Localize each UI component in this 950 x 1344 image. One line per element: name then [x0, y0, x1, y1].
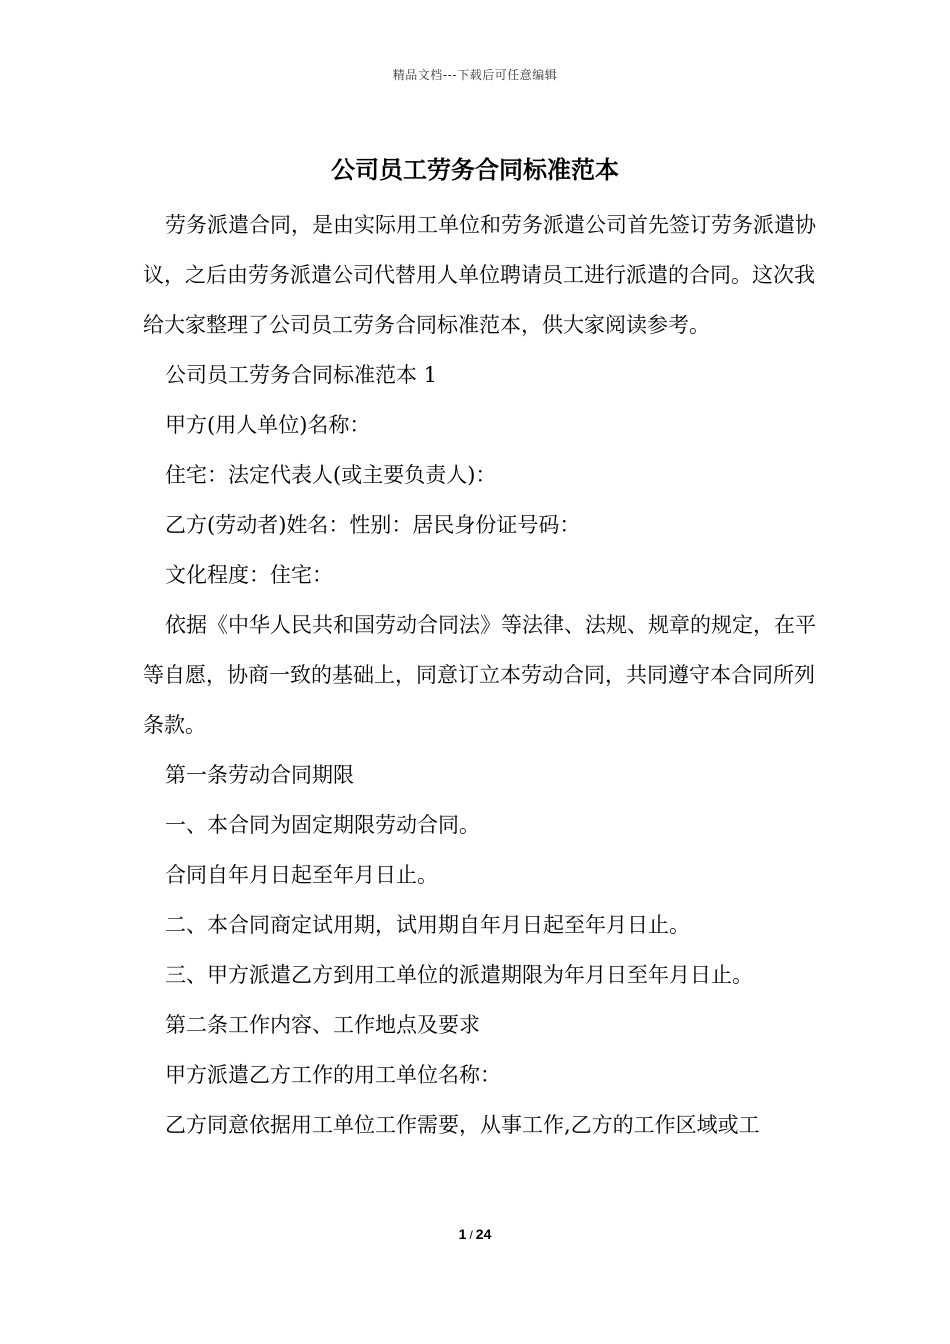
total-pages: 24 — [475, 1226, 492, 1242]
paragraph: 依据《中华人民共和国劳动合同法》等法律、法规、规章的规定，在平等自愿，协商一致的基础上，同意订立本劳动合同，共同遵守本合同所列条款。 — [143, 613, 816, 737]
paragraph: 劳务派遣合同，是由实际用工单位和劳务派遣公司首先签订劳务派遣协议，之后由劳务派遣公司代替用人单位聘请员工进行派遣的合同。这次我给大家整理了公司员工劳务合同标准范本，供大家阅读参考。 — [143, 213, 816, 337]
paragraph: 甲方(用人单位)名称： — [165, 413, 371, 437]
page-number — [0, 1226, 950, 1242]
paragraph: 三、甲方派遣乙方到用工单位的派遣期限为年月日至年月日止。 — [165, 963, 753, 987]
document-body — [143, 200, 833, 1150]
paragraph: 甲方派遣乙方工作的用工单位名称： — [165, 1063, 501, 1087]
paragraph: 住宅：法定代表人(或主要负责人)： — [165, 463, 497, 487]
paragraph: 合同自年月日起至年月日止。 — [165, 863, 438, 887]
paragraph: 第一条劳动合同期限 — [165, 763, 354, 787]
current-page: 1 — [458, 1226, 467, 1242]
paragraph: 文化程度：住宅： — [165, 563, 333, 587]
paragraph: 一、本合同为固定期限劳动合同。 — [165, 813, 480, 837]
paragraph: 第二条工作内容、工作地点及要求 — [165, 1013, 480, 1037]
paragraph: 二、本合同商定试用期，试用期自年月日起至年月日止。 — [165, 913, 690, 937]
document-title: 公司员工劳务合同标准范本 — [331, 155, 619, 184]
paragraph: 公司员工劳务合同标准范本 1 — [165, 363, 438, 387]
page-separator: / — [469, 1228, 473, 1242]
page-header: 精品文档---下载后可任意编辑 — [392, 68, 558, 82]
paragraph: 乙方同意依据用工单位工作需要，从事工作,乙方的工作区域或工 — [165, 1113, 760, 1137]
paragraph: 乙方(劳动者)姓名：性别：居民身份证号码： — [165, 513, 581, 537]
